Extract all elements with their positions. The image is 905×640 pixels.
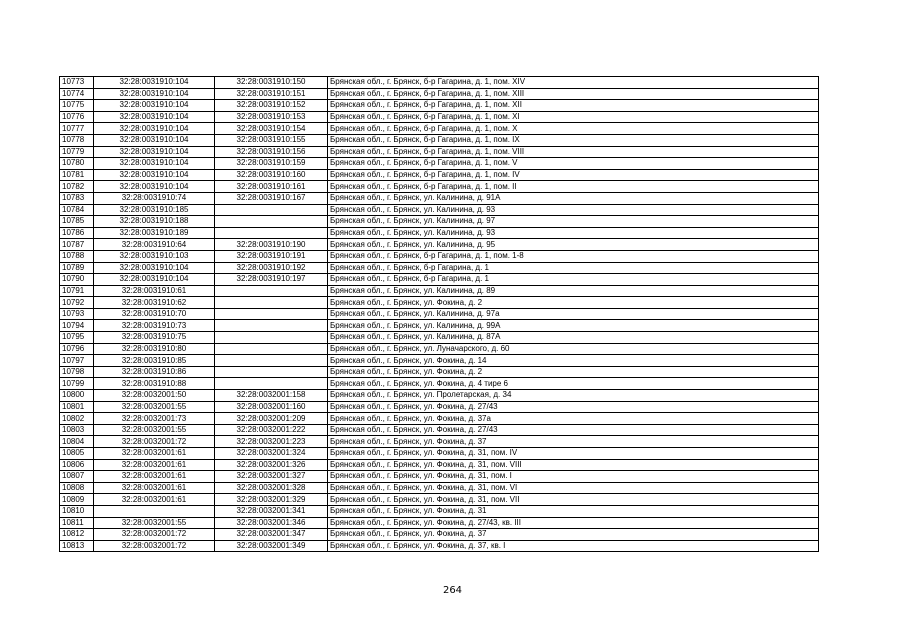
row-number-cell: 10790 [60,274,94,286]
table-row [60,88,819,100]
table-row [60,529,819,541]
object-number-cell: 32:28:0032001:209 [215,413,328,425]
table-row [60,471,819,483]
table-row [60,320,819,332]
row-number-cell: 10798 [60,366,94,378]
address-cell: Брянская обл., г. Брянск, б-р Гагарина, д. 1, пом. XIV [328,77,819,89]
row-number-cell: 10779 [60,146,94,158]
table-row [60,332,819,344]
object-number-cell: 32:28:0032001:324 [215,448,328,460]
address-cell: Брянская обл., г. Брянск, б-р Гагарина, д. 1, пом. XI [328,111,819,123]
parcel-number-cell: 32:28:0031910:73 [94,320,215,332]
address-cell: Брянская обл., г. Брянск, б-р Гагарина, д. 1, пом. XII [328,100,819,112]
table-row [60,77,819,89]
parcel-number-cell: 32:28:0031910:104 [94,77,215,89]
table-row [60,401,819,413]
table-row [60,297,819,309]
row-number-cell: 10775 [60,100,94,112]
object-number-cell: 32:28:0031910:197 [215,274,328,286]
table-row [60,505,819,517]
address-cell: Брянская обл., г. Брянск, б-р Гагарина, д. 1 [328,262,819,274]
table-row [60,494,819,506]
object-number-cell: 32:28:0032001:223 [215,436,328,448]
object-number-cell: 32:28:0032001:341 [215,505,328,517]
table-row [60,111,819,123]
object-number-cell: 32:28:0031910:152 [215,100,328,112]
object-number-cell [215,378,328,390]
address-cell: Брянская обл., г. Брянск, б-р Гагарина, д. 1, пом. V [328,158,819,170]
object-number-cell [215,227,328,239]
parcel-number-cell: 32:28:0031910:85 [94,355,215,367]
table-row [60,436,819,448]
parcel-number-cell: 32:28:0031910:104 [94,123,215,135]
address-cell: Брянская обл., г. Брянск, ул. Луначарского, д. 60 [328,343,819,355]
page-number: 264 [442,585,463,596]
address-cell: Брянская обл., г. Брянск, ул. Фокина, д. 27/43 [328,424,819,436]
row-number-cell: 10777 [60,123,94,135]
object-number-cell: 32:28:0031910:159 [215,158,328,170]
address-cell: Брянская обл., г. Брянск, ул. Калинина, д. 93 [328,204,819,216]
parcel-number-cell: 32:28:0031910:185 [94,204,215,216]
object-number-cell: 32:28:0031910:155 [215,134,328,146]
object-number-cell [215,332,328,344]
table-row [60,204,819,216]
parcel-number-cell: 32:28:0031910:104 [94,100,215,112]
object-number-cell: 32:28:0031910:167 [215,192,328,204]
table-row [60,123,819,135]
object-number-cell: 32:28:0032001:328 [215,482,328,494]
row-number-cell: 10803 [60,424,94,436]
object-number-cell: 32:28:0032001:349 [215,540,328,552]
table-row [60,250,819,262]
address-cell: Брянская обл., г. Брянск, б-р Гагарина, д. 1, пом. X [328,123,819,135]
object-number-cell: 32:28:0032001:346 [215,517,328,529]
address-cell: Брянская обл., г. Брянск, ул. Пролетарская, д. 34 [328,390,819,402]
row-number-cell: 10781 [60,169,94,181]
parcel-number-cell: 32:28:0031910:104 [94,158,215,170]
parcel-number-cell: 32:28:0032001:61 [94,448,215,460]
row-number-cell: 10787 [60,239,94,251]
address-cell: Брянская обл., г. Брянск, ул. Фокина, д. 31, пом. VIII [328,459,819,471]
address-cell: Брянская обл., г. Брянск, б-р Гагарина, д. 1, пом. 1-8 [328,250,819,262]
address-cell: Брянская обл., г. Брянск, ул. Калинина, д. 91А [328,192,819,204]
address-cell: Брянская обл., г. Брянск, ул. Фокина, д. 37 [328,436,819,448]
address-cell: Брянская обл., г. Брянск, ул. Фокина, д. 37а [328,413,819,425]
parcel-number-cell [94,505,215,517]
address-cell: Брянская обл., г. Брянск, б-р Гагарина, д. 1, пом. IV [328,169,819,181]
row-number-cell: 10776 [60,111,94,123]
row-number-cell: 10785 [60,216,94,228]
parcel-number-cell: 32:28:0031910:86 [94,366,215,378]
row-number-cell: 10808 [60,482,94,494]
table-row [60,413,819,425]
address-cell: Брянская обл., г. Брянск, ул. Фокина, д. 4 тире 6 [328,378,819,390]
document-table-body [60,77,819,552]
table-row [60,343,819,355]
row-number-cell: 10794 [60,320,94,332]
object-number-cell [215,297,328,309]
parcel-number-cell: 32:28:0032001:61 [94,482,215,494]
object-number-cell [215,343,328,355]
table-row [60,158,819,170]
parcel-number-cell: 32:28:0031910:104 [94,146,215,158]
object-number-cell: 32:28:0031910:153 [215,111,328,123]
address-cell: Брянская обл., г. Брянск, ул. Фокина, д. 31 [328,505,819,517]
parcel-number-cell: 32:28:0031910:189 [94,227,215,239]
row-number-cell: 10804 [60,436,94,448]
parcel-number-cell: 32:28:0031910:104 [94,111,215,123]
parcel-number-cell: 32:28:0031910:104 [94,169,215,181]
address-cell: Брянская обл., г. Брянск, ул. Калинина, д. 89 [328,285,819,297]
table-row [60,540,819,552]
object-number-cell: 32:28:0032001:326 [215,459,328,471]
row-number-cell: 10782 [60,181,94,193]
row-number-cell: 10793 [60,308,94,320]
parcel-number-cell: 32:28:0032001:55 [94,401,215,413]
row-number-cell: 10786 [60,227,94,239]
table-row [60,482,819,494]
parcel-number-cell: 32:28:0032001:61 [94,494,215,506]
table-row [60,181,819,193]
parcel-number-cell: 32:28:0031910:104 [94,274,215,286]
object-number-cell: 32:28:0032001:158 [215,390,328,402]
address-cell: Брянская обл., г. Брянск, ул. Калинина, д. 99А [328,320,819,332]
parcel-number-cell: 32:28:0031910:188 [94,216,215,228]
table-row [60,169,819,181]
parcel-number-cell: 32:28:0031910:74 [94,192,215,204]
address-cell: Брянская обл., г. Брянск, ул. Калинина, д. 93 [328,227,819,239]
address-cell: Брянская обл., г. Брянск, б-р Гагарина, д. 1, пом. XIII [328,88,819,100]
object-number-cell: 32:28:0031910:151 [215,88,328,100]
parcel-number-cell: 32:28:0032001:73 [94,413,215,425]
row-number-cell: 10806 [60,459,94,471]
row-number-cell: 10783 [60,192,94,204]
parcel-number-cell: 32:28:0032001:55 [94,517,215,529]
address-cell: Брянская обл., г. Брянск, б-р Гагарина, д. 1, пом. VIII [328,146,819,158]
address-cell: Брянская обл., г. Брянск, ул. Калинина, д. 87А [328,332,819,344]
object-number-cell: 32:28:0031910:190 [215,239,328,251]
row-number-cell: 10773 [60,77,94,89]
parcel-number-cell: 32:28:0032001:72 [94,436,215,448]
address-cell: Брянская обл., г. Брянск, б-р Гагарина, д. 1, пом. II [328,181,819,193]
address-cell: Брянская обл., г. Брянск, ул. Фокина, д. 37 [328,529,819,541]
parcel-number-cell: 32:28:0032001:50 [94,390,215,402]
row-number-cell: 10813 [60,540,94,552]
parcel-number-cell: 32:28:0031910:61 [94,285,215,297]
table-row [60,390,819,402]
object-number-cell: 32:28:0032001:222 [215,424,328,436]
object-number-cell [215,320,328,332]
row-number-cell: 10795 [60,332,94,344]
table-row [60,308,819,320]
parcel-number-cell: 32:28:0031910:64 [94,239,215,251]
address-cell: Брянская обл., г. Брянск, б-р Гагарина, д. 1, пом. IX [328,134,819,146]
row-number-cell: 10792 [60,297,94,309]
row-number-cell: 10788 [60,250,94,262]
row-number-cell: 10810 [60,505,94,517]
parcel-number-cell: 32:28:0031910:62 [94,297,215,309]
parcel-number-cell: 32:28:0031910:104 [94,134,215,146]
object-number-cell: 32:28:0032001:347 [215,529,328,541]
object-number-cell: 32:28:0032001:160 [215,401,328,413]
object-number-cell: 32:28:0031910:161 [215,181,328,193]
address-cell: Брянская обл., г. Брянск, ул. Фокина, д. 2 [328,297,819,309]
address-cell: Брянская обл., г. Брянск, ул. Калинина, д. 95 [328,239,819,251]
object-number-cell [215,308,328,320]
row-number-cell: 10774 [60,88,94,100]
row-number-cell: 10801 [60,401,94,413]
address-cell: Брянская обл., г. Брянск, ул. Фокина, д. 27/43, кв. III [328,517,819,529]
row-number-cell: 10805 [60,448,94,460]
address-cell: Брянская обл., г. Брянск, ул. Фокина, д. 31, пом. VI [328,482,819,494]
row-number-cell: 10796 [60,343,94,355]
row-number-cell: 10812 [60,529,94,541]
table-row [60,100,819,112]
row-number-cell: 10802 [60,413,94,425]
parcel-number-cell: 32:28:0032001:61 [94,471,215,483]
table-row [60,192,819,204]
parcel-number-cell: 32:28:0031910:103 [94,250,215,262]
address-cell: Брянская обл., г. Брянск, ул. Фокина, д. 27/43 [328,401,819,413]
table-row [60,262,819,274]
address-cell: Брянская обл., г. Брянск, ул. Фокина, д. 37, кв. I [328,540,819,552]
table-row [60,355,819,367]
table-row [60,146,819,158]
parcel-number-cell: 32:28:0031910:75 [94,332,215,344]
object-number-cell [215,355,328,367]
parcel-number-cell: 32:28:0032001:55 [94,424,215,436]
address-cell: Брянская обл., г. Брянск, ул. Фокина, д. 14 [328,355,819,367]
row-number-cell: 10799 [60,378,94,390]
row-number-cell: 10780 [60,158,94,170]
table-row [60,424,819,436]
object-number-cell [215,366,328,378]
parcel-number-cell: 32:28:0031910:80 [94,343,215,355]
row-number-cell: 10797 [60,355,94,367]
object-number-cell [215,216,328,228]
table-row [60,227,819,239]
address-cell: Брянская обл., г. Брянск, ул. Фокина, д. 31, пом. I [328,471,819,483]
object-number-cell: 32:28:0031910:191 [215,250,328,262]
object-number-cell [215,204,328,216]
row-number-cell: 10784 [60,204,94,216]
object-number-cell: 32:28:0031910:192 [215,262,328,274]
table-row [60,517,819,529]
parcel-number-cell: 32:28:0032001:61 [94,459,215,471]
parcel-number-cell: 32:28:0031910:104 [94,181,215,193]
row-number-cell: 10800 [60,390,94,402]
row-number-cell: 10807 [60,471,94,483]
parcel-number-cell: 32:28:0032001:72 [94,529,215,541]
object-number-cell: 32:28:0031910:156 [215,146,328,158]
table-row [60,366,819,378]
parcel-number-cell: 32:28:0031910:104 [94,88,215,100]
row-number-cell: 10809 [60,494,94,506]
row-number-cell: 10778 [60,134,94,146]
object-number-cell: 32:28:0032001:329 [215,494,328,506]
address-cell: Брянская обл., г. Брянск, б-р Гагарина, д. 1 [328,274,819,286]
address-cell: Брянская обл., г. Брянск, ул. Калинина, д. 97 [328,216,819,228]
table-row [60,448,819,460]
row-number-cell: 10789 [60,262,94,274]
table-row [60,274,819,286]
object-number-cell: 32:28:0031910:154 [215,123,328,135]
parcel-number-cell: 32:28:0031910:70 [94,308,215,320]
row-number-cell: 10811 [60,517,94,529]
parcel-number-cell: 32:28:0032001:72 [94,540,215,552]
table-row [60,285,819,297]
table-row [60,134,819,146]
table-row [60,216,819,228]
object-number-cell: 32:28:0032001:327 [215,471,328,483]
address-cell: Брянская обл., г. Брянск, ул. Фокина, д. 31, пом. VII [328,494,819,506]
address-cell: Брянская обл., г. Брянск, ул. Фокина, д. 2 [328,366,819,378]
table-row [60,239,819,251]
parcel-number-cell: 32:28:0031910:88 [94,378,215,390]
object-number-cell: 32:28:0031910:150 [215,77,328,89]
table-row [60,378,819,390]
parcel-number-cell: 32:28:0031910:104 [94,262,215,274]
table-row [60,459,819,471]
document-table [59,76,819,552]
address-cell: Брянская обл., г. Брянск, ул. Калинина, д. 97а [328,308,819,320]
object-number-cell: 32:28:0031910:160 [215,169,328,181]
row-number-cell: 10791 [60,285,94,297]
address-cell: Брянская обл., г. Брянск, ул. Фокина, д. 31, пом. IV [328,448,819,460]
object-number-cell [215,285,328,297]
